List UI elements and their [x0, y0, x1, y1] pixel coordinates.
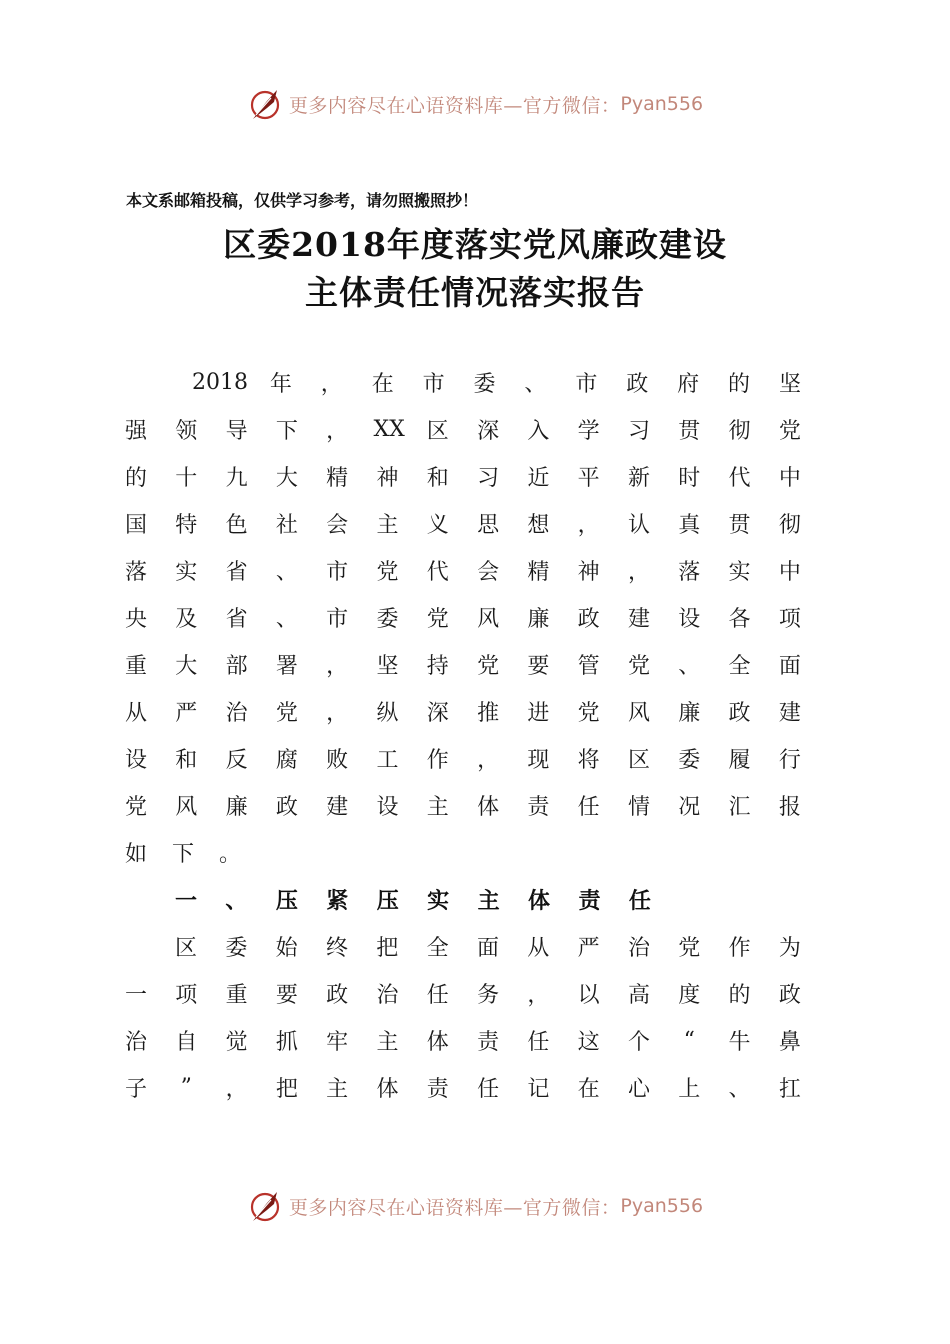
body-char: 牢	[326, 1029, 349, 1055]
body-char: 认	[627, 512, 650, 538]
body-char: 设	[376, 794, 399, 820]
body-char: ，	[477, 747, 500, 773]
body-char: 色	[225, 512, 248, 538]
body-char: 党	[678, 935, 701, 961]
body-char: 政	[577, 606, 600, 632]
body-line	[122, 785, 804, 825]
body-char: 行	[778, 747, 801, 773]
body-char: 精	[527, 559, 550, 585]
body-line	[122, 691, 804, 731]
body-char: 思	[477, 512, 500, 538]
body-char: 市	[326, 559, 349, 585]
body-char: 深	[477, 418, 500, 444]
body-char: 进	[527, 700, 550, 726]
body-char: 设	[124, 747, 147, 773]
body-char: 区	[174, 935, 197, 961]
body-char: 的	[124, 465, 147, 491]
body-char: 全	[728, 653, 751, 679]
body-char: 面	[778, 653, 801, 679]
body-char: 情	[627, 794, 650, 820]
body-char: 的	[728, 371, 751, 397]
body-char: 记	[527, 1076, 550, 1102]
body-char: XX	[373, 416, 405, 442]
body-char: 委	[376, 606, 399, 632]
watermark-text: 更多内容尽在心语资料库—官方微信：	[288, 94, 621, 117]
watermark-text: 更多内容尽在心语资料库—官方微信：	[288, 1196, 621, 1219]
body-char: 、	[275, 606, 298, 632]
body-line	[122, 409, 804, 449]
body-char: 年	[269, 371, 292, 397]
body-char: 、	[728, 1076, 751, 1102]
body-char: 坚	[376, 653, 399, 679]
body-char: 任	[477, 1076, 500, 1102]
body-char: 建	[326, 794, 349, 820]
body-char: 实	[728, 559, 751, 585]
submission-notice: 本文系邮箱投稿，仅供学习参考，请勿照搬照抄！	[126, 191, 479, 210]
body-char: 实	[427, 887, 450, 914]
body-char: 领	[175, 418, 198, 444]
body-char: 及	[175, 606, 198, 632]
body-line	[122, 456, 804, 496]
body-char: 务	[477, 982, 500, 1008]
body-char: ，	[527, 982, 550, 1008]
body-char: 政	[326, 982, 349, 1008]
body-char: 体	[528, 887, 551, 914]
body-char: 建	[627, 606, 650, 632]
body-char: 彻	[728, 418, 751, 444]
body-char: 主	[376, 1029, 399, 1055]
watermark-banner-top	[0, 84, 950, 124]
body-char: 任	[527, 1029, 550, 1055]
body-char: 终	[325, 935, 348, 961]
body-char: 设	[678, 606, 701, 632]
body-char: 、	[275, 559, 298, 585]
body-char: “	[683, 1027, 695, 1053]
body-char: 大	[175, 653, 198, 679]
body-char: 体	[426, 1029, 449, 1055]
body-char: 风	[175, 794, 198, 820]
body-char: 国	[124, 512, 147, 538]
body-char: 省	[225, 606, 248, 632]
body-line	[122, 597, 804, 637]
body-char: 真	[678, 512, 701, 538]
body-char: 上	[678, 1076, 701, 1102]
body-char: 特	[175, 512, 198, 538]
body-char: 各	[728, 606, 751, 632]
body-char: 牛	[728, 1029, 751, 1055]
body-char: 责	[578, 887, 601, 914]
body-char: 这	[577, 1029, 600, 1055]
body-char: 委	[678, 747, 701, 773]
body-char: 实	[175, 559, 198, 585]
body-char: 精	[326, 465, 349, 491]
body-char: 责	[426, 1076, 449, 1102]
body-char: 将	[577, 747, 600, 773]
body-char: ，	[326, 700, 349, 726]
body-char: 主	[326, 1076, 349, 1102]
body-char: 责	[477, 1029, 500, 1055]
body-char: 推	[477, 700, 500, 726]
body-char: ，	[627, 559, 650, 585]
body-char: 平	[577, 465, 600, 491]
body-char: ，	[326, 418, 349, 444]
body-char: 市	[422, 371, 445, 397]
body-char: 全	[426, 935, 449, 961]
body-char: 责	[527, 794, 550, 820]
body-char: 风	[477, 606, 500, 632]
body-char: 履	[728, 747, 751, 773]
body-char: 从	[527, 935, 550, 961]
body-char: 政	[626, 371, 649, 397]
body-char: 省	[225, 559, 248, 585]
body-char: 鼻	[778, 1029, 801, 1055]
quill-pen-logo-icon	[247, 1188, 283, 1224]
body-char: 党	[778, 418, 801, 444]
body-char: 主	[376, 512, 399, 538]
body-char: 任	[577, 794, 600, 820]
body-char: 政	[728, 700, 751, 726]
body-char: 党	[426, 606, 449, 632]
document-title-line-2: 主体责任情况落实报告	[305, 273, 645, 312]
body-char: 廉	[225, 794, 248, 820]
body-char: 度	[678, 982, 701, 1008]
body-char: 党	[376, 559, 399, 585]
body-char: 习	[477, 465, 500, 491]
body-char: 、	[524, 371, 547, 397]
body-char: 区	[627, 747, 650, 773]
body-char: 廉	[678, 700, 701, 726]
body-char: 报	[778, 794, 801, 820]
body-char: 大	[275, 465, 298, 491]
body-char: 项	[778, 606, 801, 632]
body-line	[122, 550, 804, 590]
body-char: 党	[627, 653, 650, 679]
body-char: 和	[175, 747, 198, 773]
body-line	[172, 926, 804, 966]
body-char: 汇	[728, 794, 751, 820]
body-char: 主	[477, 887, 500, 914]
body-char: 会	[477, 559, 500, 585]
body-char: 况	[678, 794, 701, 820]
body-line	[122, 832, 244, 872]
body-char: 下	[275, 418, 298, 444]
body-char: 主	[426, 794, 449, 820]
body-char: 任	[426, 982, 449, 1008]
body-char: 。	[218, 841, 241, 867]
body-char: 始	[275, 935, 298, 961]
body-char: ，	[577, 512, 600, 538]
body-char: 部	[225, 653, 248, 679]
body-char: 彻	[778, 512, 801, 538]
body-char: 高	[627, 982, 650, 1008]
body-char: 重	[124, 653, 147, 679]
body-char: ，	[320, 371, 343, 397]
body-char: 政	[778, 982, 801, 1008]
body-char: 2018	[192, 369, 248, 395]
body-char: 觉	[225, 1029, 248, 1055]
body-char: 作	[426, 747, 449, 773]
body-char: 十	[175, 465, 198, 491]
watermark-contact: Pyan556	[620, 93, 704, 115]
body-line	[192, 362, 804, 402]
body-char: 重	[225, 982, 248, 1008]
body-char: 严	[577, 935, 600, 961]
body-char: 治	[627, 935, 650, 961]
body-char: 神	[577, 559, 600, 585]
section-heading	[172, 879, 654, 919]
body-char: 严	[175, 700, 198, 726]
body-char: 风	[627, 700, 650, 726]
body-char: 作	[728, 935, 751, 961]
body-char: 管	[577, 653, 600, 679]
body-char: 深	[426, 700, 449, 726]
body-char: 个	[627, 1029, 650, 1055]
body-line	[122, 644, 804, 684]
body-line	[122, 973, 804, 1013]
body-char: 纵	[376, 700, 399, 726]
body-char: 要	[275, 982, 298, 1008]
body-char: 代	[426, 559, 449, 585]
body-char: 治	[124, 1029, 147, 1055]
body-char: 想	[527, 512, 550, 538]
body-char: ，	[225, 1076, 248, 1102]
body-line	[122, 1067, 804, 1107]
body-char: 体	[376, 1076, 399, 1102]
body-char: 新	[627, 465, 650, 491]
body-char: 落	[678, 559, 701, 585]
body-char: 子	[124, 1076, 147, 1102]
watermark-contact: Pyan556	[620, 1195, 704, 1217]
body-char: 在	[577, 1076, 600, 1102]
body-char: 市	[326, 606, 349, 632]
body-char: 社	[275, 512, 298, 538]
body-char: 从	[124, 700, 147, 726]
body-char: 一	[124, 982, 147, 1008]
body-char: 会	[326, 512, 349, 538]
body-char: 、	[678, 653, 701, 679]
body-char: 把	[376, 935, 399, 961]
body-char: 廉	[527, 606, 550, 632]
body-char: 如	[124, 841, 147, 867]
body-char: 压	[376, 887, 399, 914]
body-char: 义	[426, 512, 449, 538]
body-char: 落	[124, 559, 147, 585]
quill-pen-logo-icon	[247, 86, 283, 122]
body-char: 建	[778, 700, 801, 726]
body-char: 入	[527, 418, 550, 444]
body-char: 政	[275, 794, 298, 820]
body-char: 贯	[728, 512, 751, 538]
body-char: 面	[476, 935, 499, 961]
body-char: 败	[326, 747, 349, 773]
body-char: 央	[124, 606, 147, 632]
body-char: 九	[225, 465, 248, 491]
body-char: 扛	[778, 1076, 801, 1102]
body-char: 抓	[275, 1029, 298, 1055]
body-char: 持	[426, 653, 449, 679]
body-char: 党	[477, 653, 500, 679]
body-char: 强	[124, 418, 147, 444]
body-char: 腐	[275, 747, 298, 773]
watermark-banner-bottom	[0, 1186, 950, 1226]
body-char: 贯	[678, 418, 701, 444]
body-char: 时	[678, 465, 701, 491]
body-char: 一	[174, 887, 197, 914]
body-char: 中	[778, 465, 801, 491]
body-char: 工	[376, 747, 399, 773]
body-char: 反	[225, 747, 248, 773]
body-char: 神	[376, 465, 399, 491]
body-char: 市	[575, 371, 598, 397]
body-char: 区	[426, 418, 449, 444]
body-char: 的	[728, 982, 751, 1008]
body-char: 心	[627, 1076, 650, 1102]
body-char: 学	[577, 418, 600, 444]
body-char: 治	[225, 700, 248, 726]
body-char: 下	[171, 841, 194, 867]
body-char: 体	[477, 794, 500, 820]
body-char: 压	[275, 887, 298, 914]
body-char: 坚	[778, 371, 801, 397]
body-line	[122, 1020, 804, 1060]
body-char: 自	[175, 1029, 198, 1055]
body-char: 近	[527, 465, 550, 491]
body-char: 、	[225, 887, 248, 914]
body-char: 治	[376, 982, 399, 1008]
body-char: ”	[180, 1074, 192, 1100]
body-char: 以	[577, 982, 600, 1008]
body-char: 把	[275, 1076, 298, 1102]
document-title-line-1: 区委2018年度落实党风廉政建设	[223, 225, 727, 264]
body-line	[122, 503, 804, 543]
body-char: ，	[326, 653, 349, 679]
body-char: 委	[473, 371, 496, 397]
body-char: 和	[426, 465, 449, 491]
body-char: 代	[728, 465, 751, 491]
body-char: 习	[627, 418, 650, 444]
body-char: 为	[778, 935, 801, 961]
body-char: 中	[778, 559, 801, 585]
body-char: 署	[275, 653, 298, 679]
body-char: 在	[371, 371, 394, 397]
body-char: 任	[628, 887, 651, 914]
body-char: 要	[527, 653, 550, 679]
body-char: 紧	[326, 887, 349, 914]
body-char: 府	[677, 371, 700, 397]
body-char: 党	[124, 794, 147, 820]
body-char: 现	[527, 747, 550, 773]
body-char: 委	[225, 935, 248, 961]
body-char: 项	[175, 982, 198, 1008]
body-line	[122, 738, 804, 778]
body-char: 党	[275, 700, 298, 726]
body-char: 党	[577, 700, 600, 726]
body-char: 导	[225, 418, 248, 444]
